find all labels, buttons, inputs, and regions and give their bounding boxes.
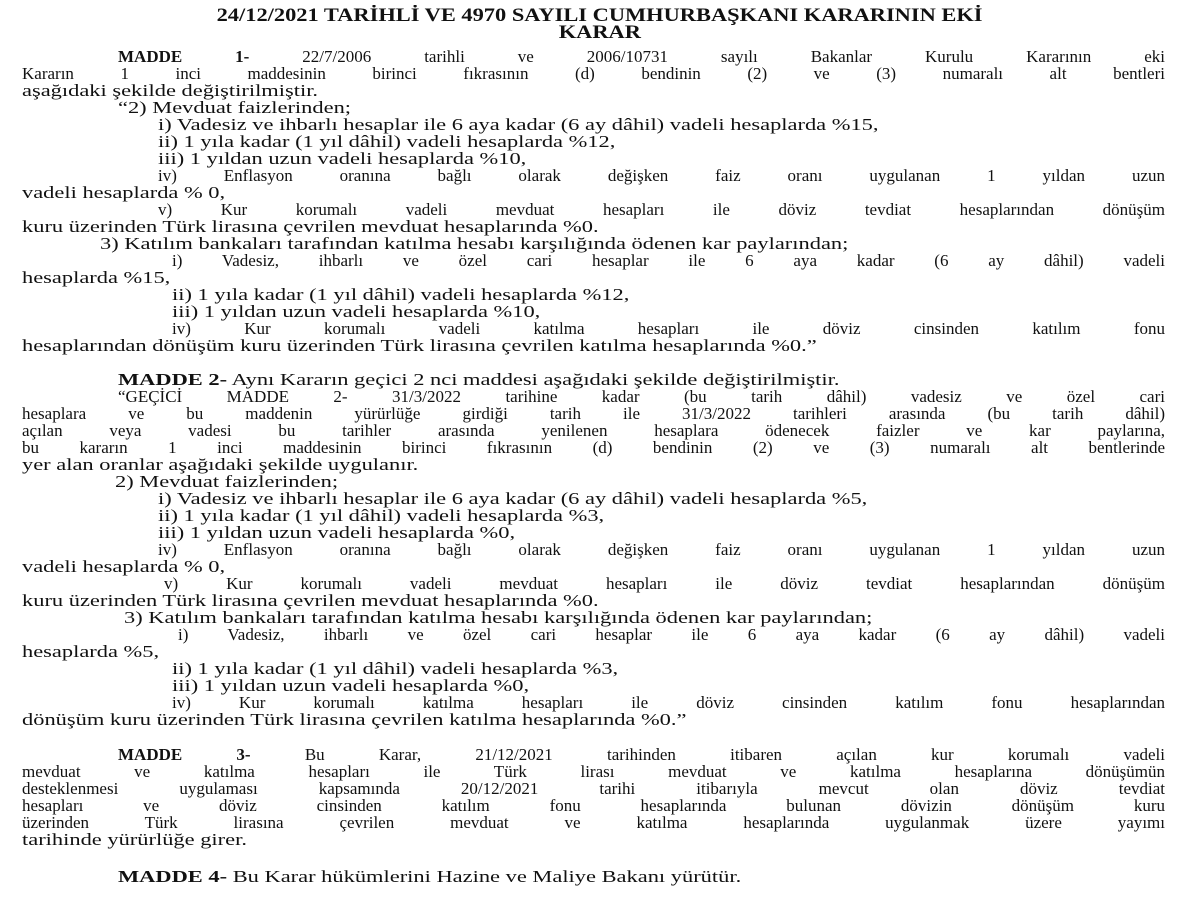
madde2-para2-item-v-a: v) Kur korumalı vadeli mevduat hesapları ile döviz tevdiat hesaplarından dönüşüm	[164, 575, 1165, 593]
madde1-para3-item-i-a: i) Vadesiz, ihbarlı ve özel cari hesaplar ile 6 aya kadar (6 ay dâhil) vadeli	[172, 252, 1165, 270]
madde2-para2-item-iv-b: vadeli hesaplarda % 0,	[22, 557, 226, 576]
madde2-para3-heading: 3) Katılım bankaları tarafından katılma hesabı karşılığında ödenen kar paylarından;	[124, 608, 873, 627]
madde2-para3-item-iii: iii) 1 yıldan uzun vadeli hesaplarda %0,	[172, 676, 530, 695]
madde1-para2-item-iv-b: vadeli hesaplarda % 0,	[22, 183, 226, 202]
madde1-para2-item-iii: iii) 1 yıldan uzun vadeli hesaplarda %10,	[158, 149, 527, 168]
madde2-para3-item-ii: ii) 1 yıla kadar (1 yıl dâhil) vadeli hesaplarda %3,	[172, 659, 619, 678]
madde2-para2-item-i: i) Vadesiz ve ihbarlı hesaplar ile 6 aya kadar (6 ay dâhil) vadeli hesaplarda %5,	[158, 489, 868, 508]
madde4-label: MADDE 4-	[118, 867, 228, 886]
madde2-label: MADDE 2-	[118, 370, 228, 389]
madde1-para3-item-i-b: hesaplarda %15,	[22, 268, 171, 287]
madde2-para3-item-iv-a: iv) Kur korumalı katılma hesapları ile döviz cinsinden katılım fonu hesaplarından	[172, 694, 1165, 712]
madde1-para2-item-iv-a: iv) Enflasyon oranına bağlı olarak değişken faiz oranı uygulanan 1 yıldan uzun	[158, 167, 1165, 185]
madde1-para3-item-iii: iii) 1 yıldan uzun vadeli hesaplarda %10,	[172, 302, 541, 321]
madde1-para3-item-iv-a: iv) Kur korumalı vadeli katılma hesapları ile döviz cinsinden katılım fonu	[172, 320, 1165, 338]
madde1-para3-heading: 3) Katılım bankaları tarafından katılma hesabı karşılığında ödenen kar paylarından;	[100, 234, 849, 253]
madde2-para2-item-iv-a: iv) Enflasyon oranına bağlı olarak değişken faiz oranı uygulanan 1 yıldan uzun	[158, 541, 1165, 559]
madde3-line-2: mevduat ve katılma hesapları ile Türk lirası mevduat ve katılma hesaplarına dönüşümün	[22, 763, 1165, 781]
madde4-line-1	[118, 868, 741, 885]
madde4-text-1: Bu Karar hükümlerini Hazine ve Maliye Bakanı yürütür.	[232, 867, 742, 886]
madde1-para2-heading: “2) Mevduat faizlerinden;	[118, 98, 352, 117]
madde1-para3-item-iv-b: hesaplarından dönüşüm kuru üzerinden Türk lirasına çevrilen katılma hesaplarında %0.”	[22, 336, 817, 355]
madde3-line-6: tarihinde yürürlüğe girer.	[22, 830, 247, 849]
madde1-line-1	[118, 48, 1165, 66]
madde2-line-1	[118, 371, 840, 388]
madde1-line-3: aşağıdaki şekilde değiştirilmiştir.	[22, 81, 319, 100]
madde2-para2-heading: 2) Mevduat faizlerinden;	[115, 472, 339, 491]
madde3-label: MADDE 3-	[118, 746, 251, 764]
madde1-para2-item-ii: ii) 1 yıla kadar (1 yıl dâhil) vadeli hesaplarda %12,	[158, 132, 616, 151]
madde2-para3-item-i-a: i) Vadesiz, ihbarlı ve özel cari hesaplar ile 6 aya kadar (6 ay dâhil) vadeli	[178, 626, 1165, 644]
madde1-para2-item-v-b: kuru üzerinden Türk lirasına çevrilen mevduat hesaplarında %0.	[22, 217, 599, 236]
title-text-1: 24/12/2021 TARİHLİ VE 4970 SAYILI CUMHURBAŞKANI KARARININ EKİ	[217, 5, 983, 26]
madde3-line-5: üzerinden Türk lirasına çevrilen mevduat ve katılma hesaplarında uygulanmak üzere yayımı	[22, 814, 1165, 832]
madde2-gecici-line-3: açılan veya vadesi bu tarihler arasında yenilenen hesaplara ödenecek faizler ve kar paylarına,	[22, 422, 1165, 440]
madde1-para2-item-v-a: v) Kur korumalı vadeli mevduat hesapları ile döviz tevdiat hesaplarından dönüşüm	[158, 201, 1165, 219]
madde2-para2-item-iii: iii) 1 yıldan uzun vadeli hesaplarda %0,	[158, 523, 516, 542]
madde2-para2-item-ii: ii) 1 yıla kadar (1 yıl dâhil) vadeli hesaplarda %3,	[158, 506, 605, 525]
madde2-para2-item-v-b: kuru üzerinden Türk lirasına çevrilen mevduat hesaplarında %0.	[22, 591, 599, 610]
madde1-para3-item-ii: ii) 1 yıla kadar (1 yıl dâhil) vadeli hesaplarda %12,	[172, 285, 630, 304]
madde1-text-1: 22/7/2006 tarihli ve 2006/10731 sayılı Bakanlar Kurulu Kararının eki	[302, 48, 1165, 66]
madde2-gecici-line-1: “GEÇİCİ MADDE 2- 31/3/2022 tarihine kadar (bu tarih dâhil) vadesiz ve özel cari	[118, 388, 1165, 406]
madde3-line-3: desteklenmesi uygulaması kapsamında 20/12/2021 tarihi itibarıyla mevcut olan döviz tevdiat	[22, 780, 1165, 798]
madde2-para3-item-i-b: hesaplarda %5,	[22, 642, 160, 661]
madde1-para2-item-i: i) Vadesiz ve ihbarlı hesaplar ile 6 aya kadar (6 ay dâhil) vadeli hesaplarda %15,	[158, 115, 879, 134]
madde2-gecici-line-4: bu kararın 1 inci maddesinin birinci fıkrasının (d) bendinin (2) ve (3) numaralı alt bentlerinde	[22, 439, 1165, 457]
madde1-line-2: Kararın 1 inci maddesinin birinci fıkrasının (d) bendinin (2) ve (3) numaralı alt bentleri	[22, 65, 1165, 83]
title-text-2: KARAR	[558, 22, 642, 43]
madde3-text-1: Bu Karar, 21/12/2021 tarihinden itibaren açılan kur korumalı vadeli	[304, 746, 1165, 764]
madde2-text-1: Aynı Kararın geçici 2 nci maddesi aşağıdaki şekilde değiştirilmiştir.	[231, 370, 840, 389]
madde3-line-1	[118, 746, 1165, 764]
madde2-gecici-line-5: yer alan oranlar aşağıdaki şekilde uygulanır.	[22, 455, 419, 474]
madde1-label: MADDE 1-	[118, 48, 250, 66]
document-title-line-2	[0, 23, 1200, 42]
madde2-gecici-line-2: hesaplara ve bu maddenin yürürlüğe girdiği tarih ile 31/3/2022 tarihleri arasında (bu tarih dâhil)	[22, 405, 1165, 423]
madde3-line-4: hesapları ve döviz cinsinden katılım fonu hesaplarında bulunan dövizin dönüşüm kuru	[22, 797, 1165, 815]
madde2-para3-item-iv-b: dönüşüm kuru üzerinden Türk lirasına çevrilen katılma hesaplarında %0.”	[22, 710, 687, 729]
